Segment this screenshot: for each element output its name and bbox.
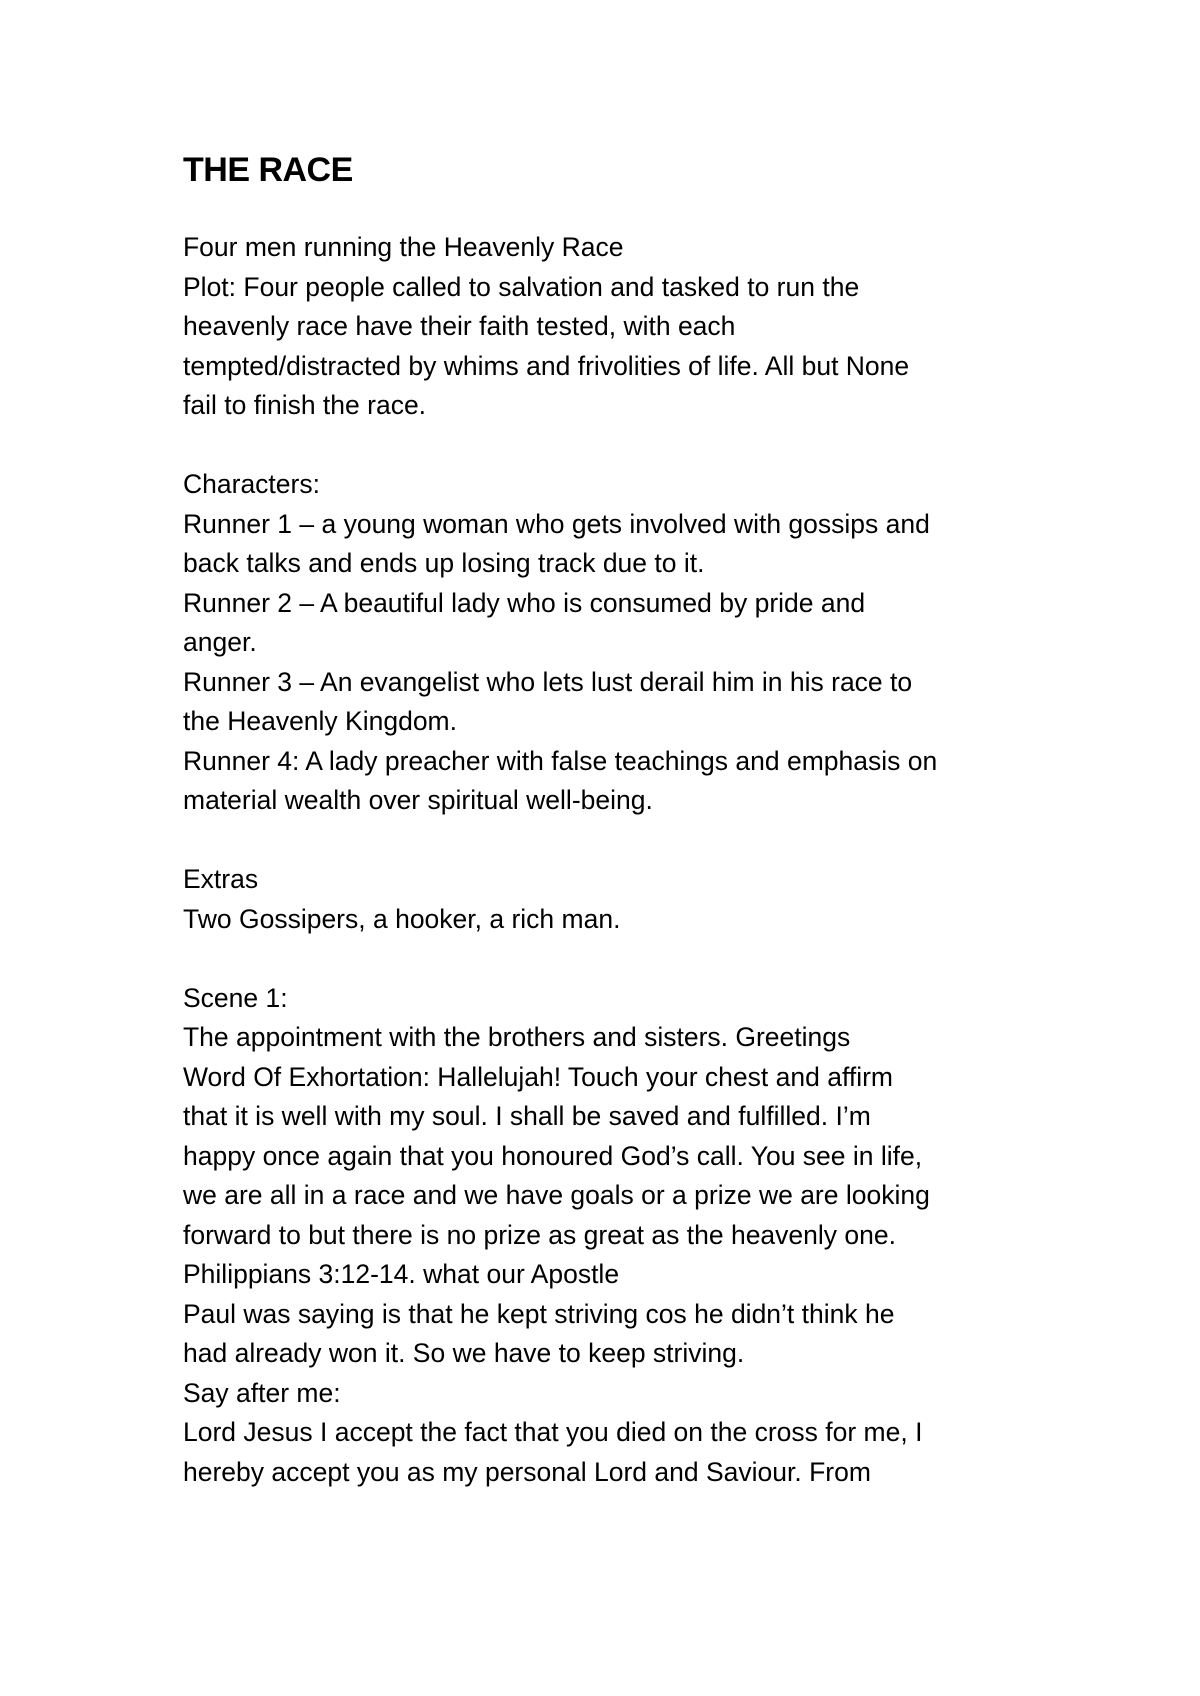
scene-line: The appointment with the brothers and sisters. Greetings xyxy=(183,1022,851,1052)
scene-line: happy once again that you honoured God’s call. You see in life, xyxy=(183,1140,923,1171)
intro-line: Plot: Four people called to salvation and tasked to run the xyxy=(183,271,860,302)
character-line: Runner 3 – An evangelist who lets lust derail him in his race to xyxy=(183,666,913,697)
extras-section xyxy=(183,860,1063,939)
paragraph-gap xyxy=(183,939,1063,979)
extras-heading: Extras xyxy=(183,864,259,894)
intro-line: Four men running the Heavenly Race xyxy=(183,232,624,262)
character-line: Runner 2 – A beautiful lady who is consumed by pride and xyxy=(183,587,866,618)
scene-line: Word Of Exhortation: Hallelujah! Touch your chest and affirm xyxy=(183,1061,893,1092)
scene-heading: Scene 1: xyxy=(183,982,288,1013)
intro-line: fail to finish the race. xyxy=(183,390,427,420)
scene-line: Philippians 3:12-14. what our Apostle xyxy=(183,1259,620,1289)
scene-line: hereby accept you as my personal Lord and Saviour. From xyxy=(183,1456,871,1487)
character-line: material wealth over spiritual well-being. xyxy=(183,785,653,815)
character-line: anger. xyxy=(183,627,257,657)
paragraph-gap xyxy=(183,426,1063,466)
scene-line: Say after me: xyxy=(183,1377,341,1408)
characters-section xyxy=(183,465,1063,821)
document-body xyxy=(183,150,1063,1492)
paragraph-gap xyxy=(183,821,1063,861)
scene-line: Paul was saying is that he kept striving cos he didn’t think he xyxy=(183,1298,895,1329)
character-line: Runner 1 – a young woman who gets involved with gossips and xyxy=(183,508,930,539)
extras-line: Two Gossipers, a hooker, a rich man. xyxy=(183,903,621,934)
scene-line: had already won it. So we have to keep striving. xyxy=(183,1338,745,1368)
intro-line: heavenly race have their faith tested, with each xyxy=(183,311,736,341)
scene-line: we are all in a race and we have goals or a prize we are looking xyxy=(183,1180,930,1210)
scene-1-section xyxy=(183,979,1063,1493)
character-line: Runner 4: A lady preacher with false teachings and emphasis on xyxy=(183,745,938,776)
intro-line: tempted/distracted by whims and frivolities of life. All but None xyxy=(183,350,910,381)
scene-line: forward to but there is no prize as great as the heavenly one. xyxy=(183,1219,896,1250)
scene-line: Lord Jesus I accept the fact that you died on the cross for me, I xyxy=(183,1417,923,1447)
character-line: back talks and ends up losing track due to it. xyxy=(183,548,705,578)
intro-section xyxy=(183,228,1063,426)
page-title: THE RACE xyxy=(183,151,353,189)
character-line: the Heavenly Kingdom. xyxy=(183,706,457,736)
characters-heading: Characters: xyxy=(183,469,320,499)
scene-line: that it is well with my soul. I shall be saved and fulfilled. I’m xyxy=(183,1101,871,1131)
